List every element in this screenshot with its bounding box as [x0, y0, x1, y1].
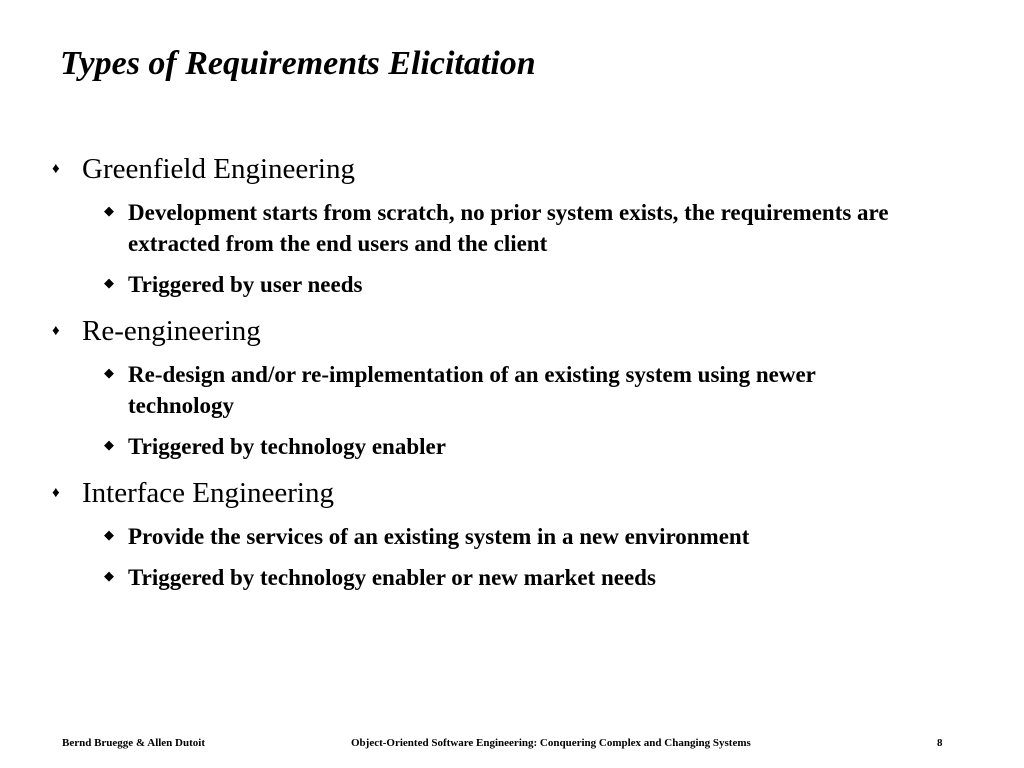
diamond-sub-bullet-icon: ◆ [104, 275, 114, 290]
diamond-sub-bullet-icon: ◆ [104, 203, 114, 218]
sub-bullet-label: Triggered by technology enabler or new market needs [128, 565, 656, 590]
footer-page-number: 8 [937, 737, 943, 749]
sub-bullet-label: Triggered by technology enabler [128, 434, 446, 459]
diamond-sub-bullet-icon: ◆ [104, 527, 114, 542]
footer-authors: Bernd Bruegge & Allen Dutoit [62, 737, 205, 749]
diamond-bullet-icon: ♦ [52, 161, 60, 177]
sub-bullet-item [0, 521, 1024, 552]
sub-bullet-label: Re-design and/or re-implementation of an existing system using newer technology [128, 362, 816, 418]
bullet-label: Greenfield Engineering [82, 153, 355, 185]
sub-bullet-item [0, 269, 1024, 300]
bullet-item [0, 473, 1024, 513]
diamond-sub-bullet-icon: ◆ [104, 568, 114, 583]
footer-book-title: Object-Oriented Software Engineering: Conquering Complex and Changing Systems [351, 737, 751, 749]
diamond-sub-bullet-icon: ◆ [104, 437, 114, 452]
slide-title: Types of Requirements Elicitation [60, 45, 536, 82]
bullet-section-interface [0, 473, 1024, 593]
sub-bullet-label: Provide the services of an existing system in a new environment [128, 524, 750, 549]
bullet-label: Interface Engineering [82, 477, 334, 509]
bullet-item [0, 311, 1024, 351]
bullet-item [0, 149, 1024, 189]
sub-bullet-item [0, 359, 1024, 421]
diamond-bullet-icon: ♦ [52, 485, 60, 501]
sub-bullet-item [0, 431, 1024, 462]
sub-bullet-item [0, 197, 1024, 259]
bullet-section-reengineering [0, 311, 1024, 462]
sub-bullet-label: Development starts from scratch, no prior system exists, the requirements are extracted from the end users and the client [128, 200, 889, 256]
diamond-sub-bullet-icon: ◆ [104, 365, 114, 380]
bullet-section-greenfield [0, 149, 1024, 300]
sub-bullet-label: Triggered by user needs [128, 272, 363, 297]
diamond-bullet-icon: ♦ [52, 323, 60, 339]
sub-bullet-item [0, 562, 1024, 593]
bullet-label: Re-engineering [82, 315, 261, 347]
